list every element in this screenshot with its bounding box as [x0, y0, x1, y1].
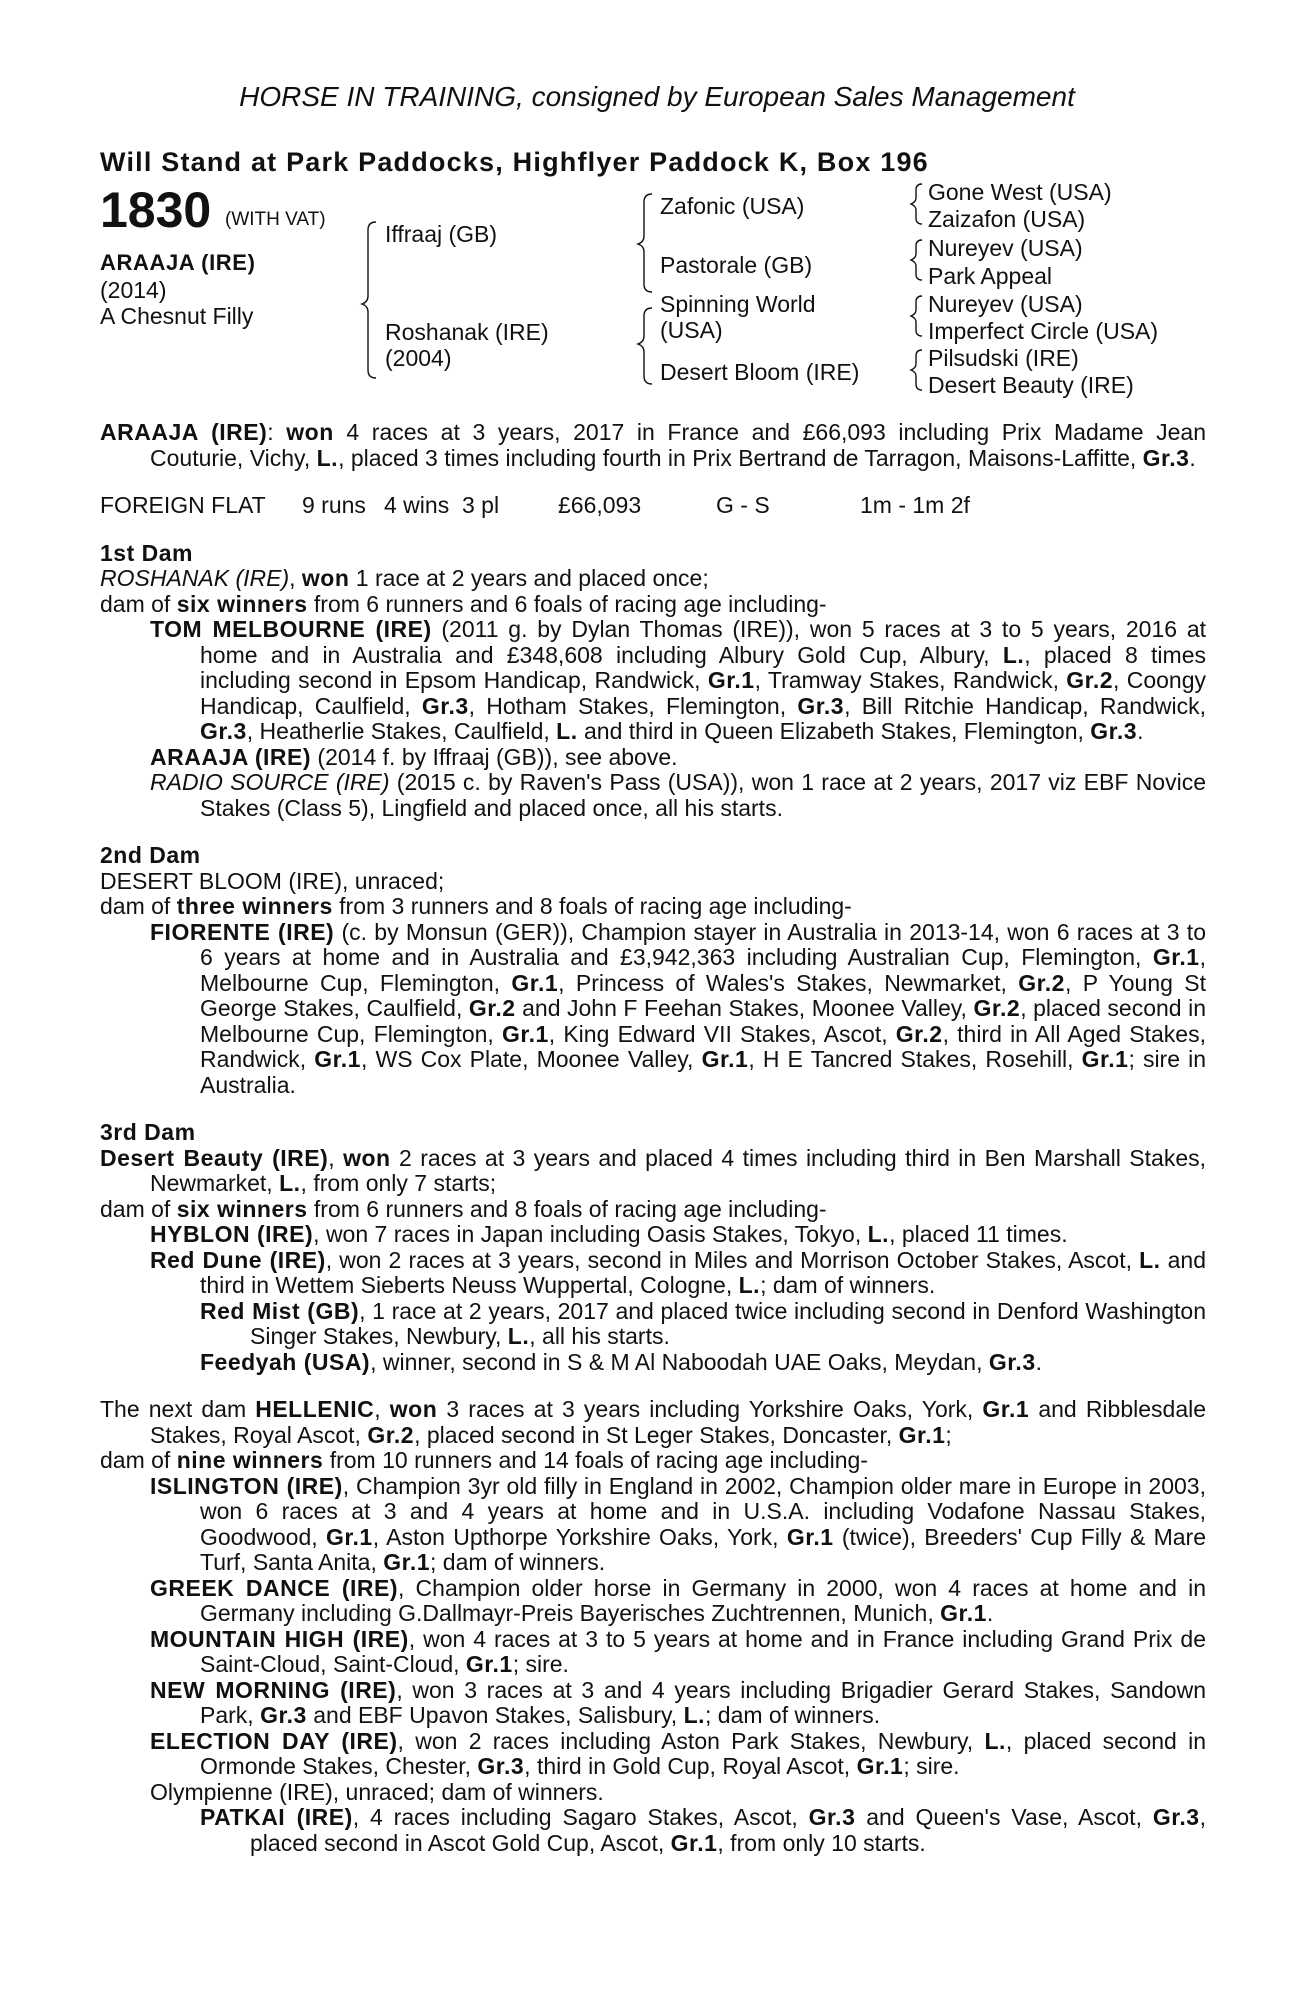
- race-record: ARAAJA (IRE): won 4 races at 3 years, 2017 in France and £66,093 including Prix Madame Jean Couturie, Vichy, L., placed 3 times including fourth in Prix Bertrand de Tarragon, Maisons-Laffitte, Gr.3.: [100, 419, 1206, 471]
- stand-location: Will Stand at Park Paddocks, Highflyer Paddock K, Box 196: [100, 147, 929, 177]
- progeny-entry: PATKAI (IRE), 4 races including Sagaro Stakes, Ascot, Gr.3 and Queen's Vase, Ascot, Gr.3, placed second in Ascot Gold Cup, Ascot, Gr.1, from only 10 starts.: [200, 1804, 1206, 1856]
- form-summary: FOREIGN FLAT 9 runs 4 wins 3 pl £66,093 G - S 1m - 1m 2f: [100, 492, 970, 518]
- dam3-summary: Desert Beauty (IRE), won 2 races at 3 years and placed 4 times including third in Ben Marshall Stakes, Newmarket, L., from only 7 starts;: [100, 1144, 1207, 1196]
- pedigree-braces: [0, 0, 1314, 420]
- pedigree-ggs-3: Nureyev (USA): [928, 235, 1083, 261]
- progeny-entry: Olympienne (IRE), unraced; dam of winners.: [150, 1778, 604, 1805]
- dam2-summary: DESERT BLOOM (IRE), unraced;: [100, 867, 445, 894]
- pedigree-ggs-5: Nureyev (USA): [928, 291, 1083, 317]
- progeny-entry: GREEK DANCE (IRE), Champion older horse in Germany in 2000, won 4 races at home and in Germany including G.Dallmayr-Preis Bayerisches Zuchtrennen, Munich, Gr.1.: [150, 1574, 1206, 1626]
- pedigree-sire: Iffraaj (GB): [385, 221, 498, 247]
- pedigree-dam-dam: Desert Bloom (IRE): [660, 359, 860, 385]
- progeny-entry: HYBLON (IRE), won 7 races in Japan including Oasis Stakes, Tokyo, L., placed 11 times.: [150, 1221, 1068, 1247]
- catalogue-body: [100, 420, 1206, 1856]
- next-dam-produce: dam of nine winners from 10 runners and 14 foals of racing age including-: [100, 1447, 868, 1473]
- vat-note: (WITH VAT): [225, 209, 326, 230]
- horse-description: A Chesnut Filly: [100, 303, 254, 329]
- progeny-entry: Red Dune (IRE), won 2 races at 3 years, second in Miles and Morrison October Stakes, Ascot, L. and third in Wettem Sieberts Neuss Wuppertal, Cologne, L.; dam of winners.: [150, 1246, 1207, 1298]
- dam1-produce: dam of six winners from 6 runners and 6 foals of racing age including-: [100, 590, 827, 617]
- horse-name: ARAAJA (IRE): [100, 250, 256, 275]
- pedigree-ggs-4: Park Appeal: [928, 263, 1053, 289]
- dam1-summary: ROSHANAK (IRE), won 1 race at 2 years and placed once;: [100, 565, 709, 591]
- lot-number: 1830: [100, 182, 212, 238]
- progeny-entry: MOUNTAIN HIGH (IRE), won 4 races at 3 to 5 years at home and in France including Grand Prix de Saint-Cloud, Saint-Cloud, Gr.1; sire.: [150, 1625, 1206, 1677]
- progeny-entry: RADIO SOURCE (IRE) (2015 c. by Raven's Pass (USA)), won 1 race at 2 years, 2017 viz EBF Novice Stakes (Class 5), Lingfield and placed once, all his starts.: [150, 769, 1207, 821]
- progeny-entry: Red Mist (GB), 1 race at 2 years, 2017 and placed twice including second in Denford Washington Singer Stakes, Newbury, L., all his starts.: [200, 1297, 1206, 1349]
- page-title: HORSE IN TRAINING, consigned by European Sales Management: [239, 81, 1075, 112]
- dam3-produce: dam of six winners from 6 runners and 8 foals of racing age including-: [100, 1195, 827, 1222]
- dam2-heading: 2nd Dam: [100, 842, 201, 868]
- progeny-entry: Feedyah (USA), winner, second in S & M Al Naboodah UAE Oaks, Meydan, Gr.3.: [200, 1348, 1043, 1375]
- pedigree-ggs-1: Gone West (USA): [928, 179, 1112, 205]
- pedigree-sire-dam: Pastorale (GB): [660, 252, 813, 278]
- pedigree-dam-sire: Spinning World: [660, 291, 816, 317]
- pedigree-ggs-8: Desert Beauty (IRE): [928, 372, 1134, 398]
- progeny-entry: TOM MELBOURNE (IRE) (2011 g. by Dylan Thomas (IRE)), won 5 races at 3 to 5 years, 2016 at home and in Australia and £348,608 including Albury Gold Cup, Albury, L., placed 8 times including second in Epsom Handicap, Randwick, Gr.1, Tramway Stakes, Randwick, Gr.2, Coongy Handicap, Caulfield, Gr.3, Hotham Stakes, Flemington, Gr.3, Bill Ritchie Handicap, Randwick, Gr.3, Heatherlie Stakes, Caulfield, L. and third in Queen Elizabeth Stakes, Flemington, Gr.3.: [150, 616, 1206, 744]
- horse-year: (2014): [100, 277, 167, 303]
- dam1-heading: 1st Dam: [100, 539, 193, 566]
- pedigree-ggs-6: Imperfect Circle (USA): [928, 318, 1159, 344]
- pedigree-sire-sire: Zafonic (USA): [660, 193, 805, 219]
- dam2-produce: dam of three winners from 3 runners and 8 foals of racing age including-: [100, 893, 852, 919]
- progeny-entry: ARAAJA (IRE) (2014 f. by Iffraaj (GB)), see above.: [150, 743, 678, 770]
- pedigree-ggs-7: Pilsudski (IRE): [928, 345, 1079, 371]
- pedigree-dam-sire-suffix: (USA): [660, 317, 723, 343]
- pedigree-dam-year: (2004): [385, 345, 452, 371]
- pedigree-dam: Roshanak (IRE): [385, 319, 549, 345]
- progeny-entry: ISLINGTON (IRE), Champion 3yr old filly in England in 2002, Champion older mare in Europe in 2003, won 6 races at 3 and 4 years at home and in U.S.A. including Vodafone Nassau Stakes, Goodwood, Gr.1, Aston Upthorpe Yorkshire Oaks, York, Gr.1 (twice), Breeders' Cup Filly & Mare Turf, Santa Anita, Gr.1; dam of winners.: [150, 1472, 1206, 1575]
- progeny-entry: NEW MORNING (IRE), won 3 races at 3 and 4 years including Brigadier Gerard Stakes, Sandown Park, Gr.3 and EBF Upavon Stakes, Salisbury, L.; dam of winners.: [150, 1676, 1206, 1728]
- pedigree-ggs-2: Zaizafon (USA): [928, 206, 1086, 232]
- progeny-entry: FIORENTE (IRE) (c. by Monsun (GER)), Champion stayer in Australia in 2013-14, won 6 races at 3 to 6 years at home and in Australia and £3,942,363 including Australian Cup, Flemington, Gr.1, Melbourne Cup, Flemington, Gr.1, Princess of Wales's Stakes, Newmarket, Gr.2, P Young St George Stakes, Caulfield, Gr.2 and John F Feehan Stakes, Moonee Valley, Gr.2, placed second in Melbourne Cup, Flemington, Gr.1, King Edward VII Stakes, Ascot, Gr.2, third in All Aged Stakes, Randwick, Gr.1, WS Cox Plate, Moonee Valley, Gr.1, H E Tancred Stakes, Rosehill, Gr.1; sire in Australia.: [150, 918, 1207, 1098]
- progeny-entry: ELECTION DAY (IRE), won 2 races including Aston Park Stakes, Newbury, L., placed second in Ormonde Stakes, Chester, Gr.3, third in Gold Cup, Royal Ascot, Gr.1; sire.: [150, 1727, 1206, 1779]
- dam3-heading: 3rd Dam: [100, 1119, 196, 1145]
- next-dam-summary: The next dam HELLENIC, won 3 races at 3 years including Yorkshire Oaks, York, Gr.1 and Ribblesdale Stakes, Royal Ascot, Gr.2, placed second in St Leger Stakes, Doncaster, Gr.1;: [100, 1396, 1207, 1448]
